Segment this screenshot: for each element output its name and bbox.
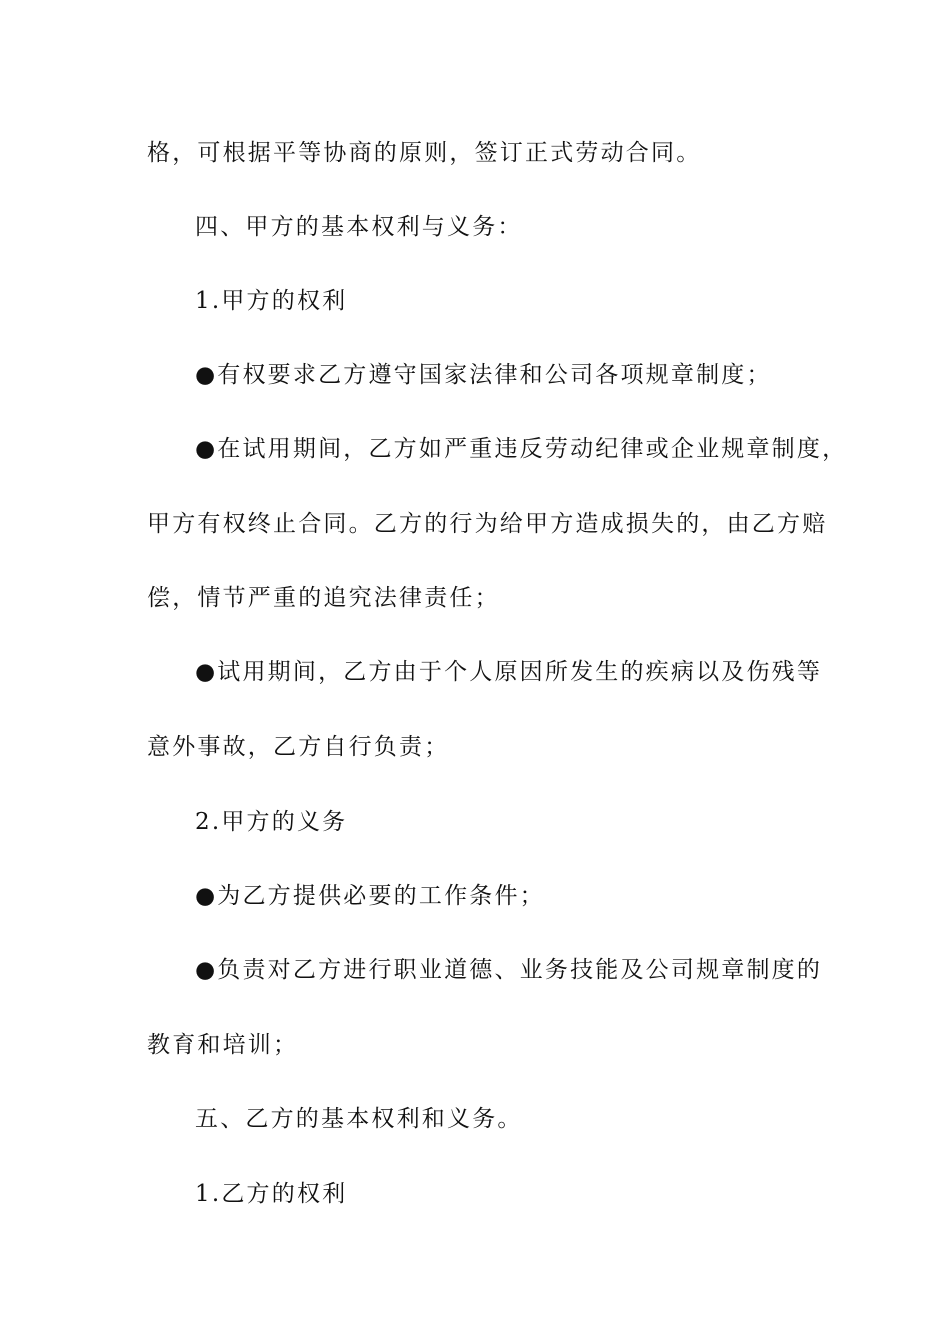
paragraph-line: 格，可根据平等协商的原则，签订正式劳动合同。 [147, 140, 702, 166]
subsection-heading: 2.甲方的义务 [195, 809, 348, 835]
bullet-item: ●为乙方提供必要的工作条件； [195, 883, 545, 909]
bullet-item: ●负责对乙方进行职业道德、业务技能及公司规章制度的 [195, 957, 823, 983]
subsection-heading: 1.乙方的权利 [195, 1181, 348, 1207]
bullet-item: ●试用期间，乙方由于个人原因所发生的疾病以及伤残等 [195, 659, 823, 685]
paragraph-line: 甲方有权终止合同。乙方的行为给甲方造成损失的，由乙方赔 [147, 511, 828, 537]
subsection-heading: 1.甲方的权利 [195, 288, 348, 314]
paragraph-line: 意外事故，乙方自行负责； [147, 734, 450, 760]
bullet-item: ●有权要求乙方遵守国家法律和公司各项规章制度； [195, 362, 772, 388]
section-heading: 五、乙方的基本权利和义务。 [195, 1106, 523, 1132]
bullet-item: ●在试用期间，乙方如严重违反劳动纪律或企业规章制度， [195, 436, 848, 462]
paragraph-line: 偿，情节严重的追究法律责任； [147, 585, 500, 611]
section-heading: 四、甲方的基本权利与义务： [195, 214, 523, 240]
paragraph-line: 教育和培训； [147, 1032, 299, 1058]
